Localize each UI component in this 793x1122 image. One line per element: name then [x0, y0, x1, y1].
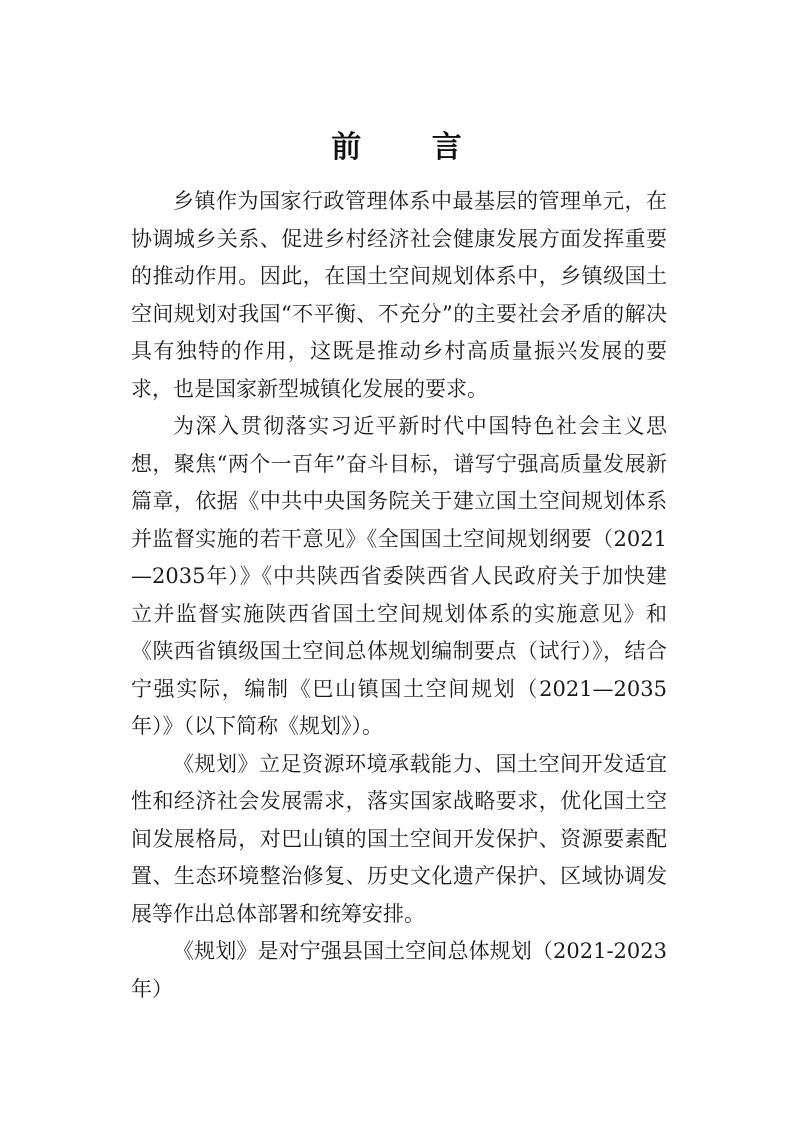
paragraph: 乡镇作为国家行政管理体系中最基层的管理单元，在协调城乡关系、促进乡村经济社会健康发展方面发挥重要的推动作用。因此，在国土空间规划体系中，乡镇级国土空间规划对我国“不平衡、不充分”的主要社会矛盾的解决具有独特的作用，这既是推动乡村高质量振兴发展的要求，也是国家新型城镇化发展的要求。 — [131, 189, 667, 401]
paragraph: 为深入贯彻落实习近平新时代中国特色社会主义思想，聚焦“两个一百年”奋斗目标，谱写宁强高质量发展新篇章，依据《中共中央国务院关于建立国土空间规划体系并监督实施的若干意见》《全国国土空间规划纲要（2021—2035年）》《中共陕西省委陕西省人民政府关于加快建立并监督实施陕西省国土空间规划体系的实施意见》和《陕西省镇级国土空间总体规划编制要点（试行）》，结合宁强实际，编制《巴山镇国土空间规划（2021—2035年）》（以下简称《规划》）。 — [131, 414, 667, 738]
document-body — [131, 183, 667, 1008]
paragraph: 《规划》是对宁强县国土空间总体规划（2021-2023年） — [131, 939, 667, 1001]
page-title: 前 言 — [331, 130, 492, 165]
paragraph: 《规划》立足资源环境承载能力、国土空间开发适宜性和经济社会发展需求，落实国家战略要求，优化国土空间发展格局，对巴山镇的国土空间开发保护、资源要素配置、生态环境整治修复、历史文化遗产保护、区域协调发展等作出总体部署和统筹安排。 — [131, 751, 667, 926]
